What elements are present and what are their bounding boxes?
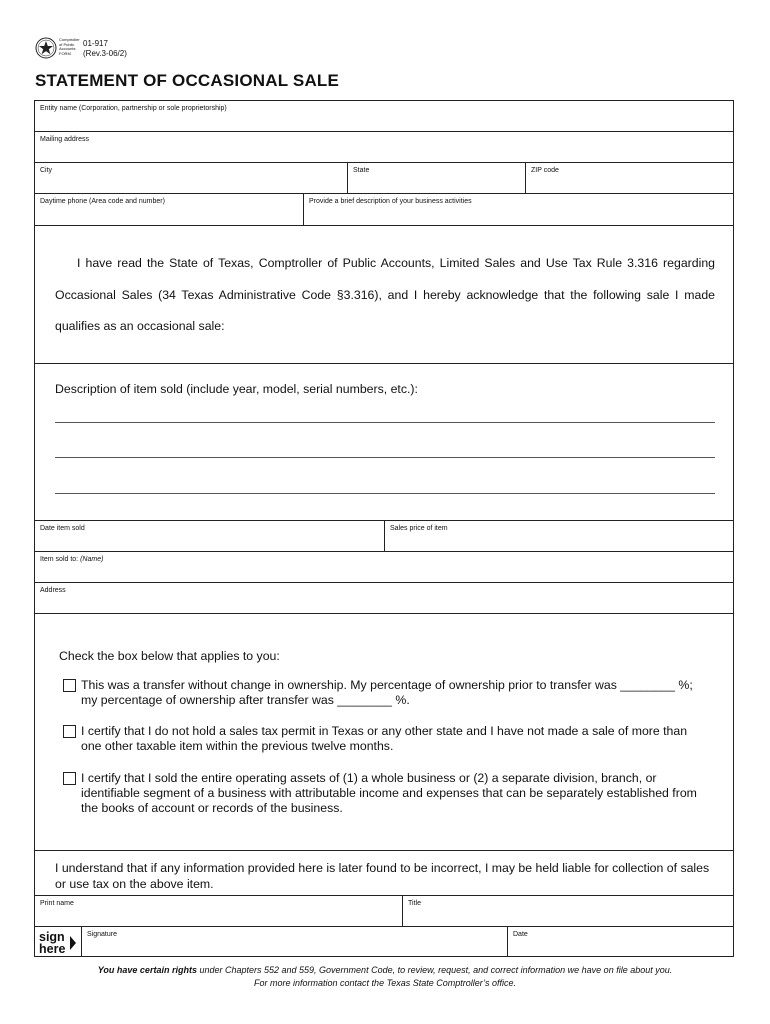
item-description-section [35, 364, 733, 521]
acknowledgement-section [35, 226, 733, 364]
sold-to-hint: (Name) [80, 556, 104, 563]
zip-label: ZIP code [531, 167, 559, 174]
agency-line: of Public [59, 41, 75, 47]
contact-notice: For more information contact the Texas State Comptroller’s office. [254, 978, 516, 988]
checkbox-transfer[interactable] [63, 679, 76, 692]
sign-here-text [39, 931, 65, 955]
sales-price-field[interactable] [384, 521, 733, 551]
business-description-label: Provide a brief description of your business activities [309, 198, 472, 205]
sold-to-text: Item sold to: [40, 556, 79, 563]
buyer-address-field[interactable] [35, 583, 733, 614]
state-label: State [353, 167, 370, 174]
zip-field[interactable] [525, 163, 733, 193]
state-field[interactable] [347, 163, 525, 193]
certification-line: or use tax on the above item. [55, 877, 214, 891]
option-text-line: the books of account or records of the business. [81, 801, 343, 815]
entity-name-field[interactable] [35, 101, 733, 132]
acknowledgement-line: qualifies as an occasional sale: [55, 319, 225, 333]
option-text-line: I certify that I do not hold a sales tax permit in Texas or any other state and I have not made a sale of more than [81, 724, 688, 738]
phone-business-row [35, 194, 733, 226]
mailing-address-field[interactable] [35, 132, 733, 163]
date-field[interactable] [507, 927, 733, 956]
agency-line: FORM [59, 50, 71, 56]
date-sold-label: Date item sold [40, 525, 85, 532]
page-title: STATEMENT OF OCCASIONAL SALE [35, 71, 340, 90]
option-text-line: my percentage of ownership after transfer was ________ %. [81, 693, 410, 707]
city-field[interactable] [35, 163, 347, 193]
signature-date-row [35, 927, 733, 956]
date-label: Date [513, 931, 528, 938]
sales-price-label: Sales price of item [390, 525, 448, 532]
business-description-field[interactable] [303, 194, 733, 225]
acknowledgement-line: I have read the State of Texas, Comptroller of Public Accounts, Limited Sales and Use Tax Rule 3.316 regarding [77, 256, 715, 270]
texas-seal-icon [35, 37, 57, 59]
rights-bold: You have certain rights [97, 965, 197, 975]
item-description-line-2[interactable] [55, 457, 715, 458]
form-number: 01-917 [83, 39, 108, 48]
option-entire-assets-text [81, 771, 721, 816]
entity-name-label: Entity name (Corporation, partnership or sole proprietorship) [40, 105, 227, 112]
option-text-line: identifiable segment of a business with attributable income and expenses that can be separately established from [81, 786, 697, 800]
title-label: Title [408, 900, 421, 907]
checkbox-entire-assets[interactable] [63, 772, 76, 785]
print-name-field[interactable] [35, 896, 402, 926]
sale-date-price-row [35, 521, 733, 552]
title-field[interactable] [402, 896, 733, 926]
sold-to-label [40, 556, 103, 563]
agency-line: Accounts [59, 46, 76, 52]
sign-here-marker [39, 931, 79, 957]
rights-rest: under Chapters 552 and 559, Government Code, to review, request, and correct information we have on file about you. [196, 965, 673, 975]
sold-to-field[interactable] [35, 552, 733, 583]
form-body [34, 100, 734, 957]
acknowledgement-line: Occasional Sales (34 Texas Administrative Code §3.316), and I hereby acknowledge that the following sale I made [55, 288, 715, 302]
name-title-row [35, 896, 733, 927]
phone-field[interactable] [35, 194, 303, 225]
option-text-line: This was a transfer without change in ownership. My percentage of ownership prior to transfer was ________ %; [81, 678, 693, 692]
phone-label: Daytime phone (Area code and number) [40, 198, 165, 205]
certification-line: I understand that if any information provided here is later found to be incorrect, I may be held liable for collection of sales [55, 861, 710, 875]
agency-name [59, 38, 79, 56]
option-text-line: I certify that I sold the entire operating assets of (1) a whole business or (2) a separate division, branch, or [81, 771, 657, 785]
buyer-address-label: Address [40, 587, 66, 594]
signature-field[interactable] [81, 927, 507, 956]
print-name-label: Print name [40, 900, 74, 907]
option-no-permit-text [81, 724, 721, 754]
checkbox-section [35, 614, 733, 851]
date-sold-field[interactable] [35, 521, 384, 551]
form-revision: (Rev.3-06/2) [83, 49, 127, 58]
certification-text [55, 860, 725, 892]
sign-here-line: here [39, 942, 66, 956]
rights-notice [0, 965, 770, 975]
option-text-line: one other taxable item within the previous twelve months. [81, 739, 394, 753]
arrow-right-icon [70, 936, 76, 950]
agency-line: Comptroller [59, 37, 80, 42]
city-state-zip-row [35, 163, 733, 194]
city-label: City [40, 167, 53, 174]
checkbox-no-permit[interactable] [63, 725, 76, 738]
item-description-label: Description of item sold (include year, model, serial numbers, etc.): [55, 382, 418, 396]
signature-label: Signature [87, 931, 117, 938]
checkbox-heading: Check the box below that applies to you: [59, 649, 280, 663]
form-header [35, 36, 335, 66]
form-number-block [83, 39, 127, 59]
certification-section [35, 851, 733, 896]
sign-here-line: sign [39, 930, 65, 944]
option-transfer-text [81, 678, 721, 708]
item-description-line-3[interactable] [55, 493, 715, 494]
item-description-line-1[interactable] [55, 422, 715, 423]
mailing-address-label: Mailing address [40, 136, 90, 143]
